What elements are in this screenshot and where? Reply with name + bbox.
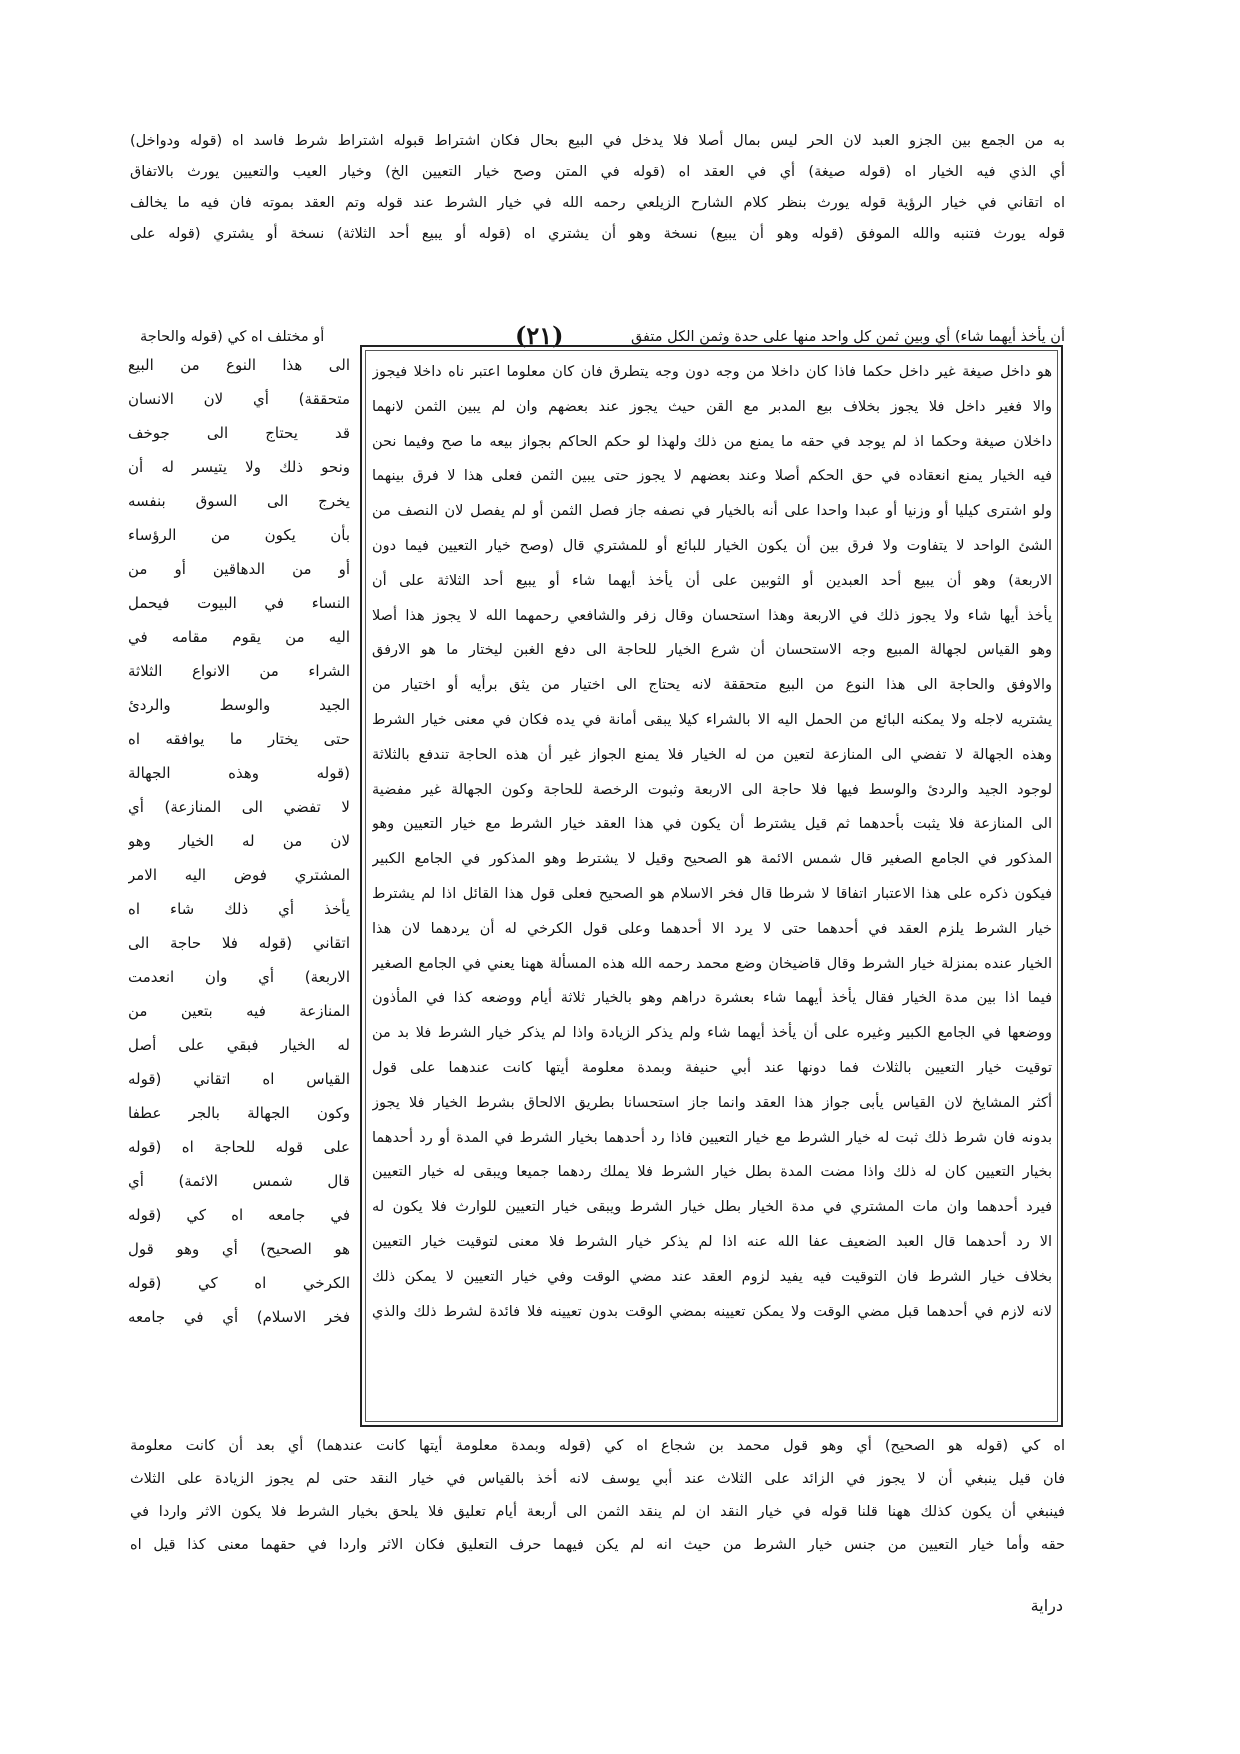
text-line: داخلان صيغة وحكما اذ لم يوجد في حقه ما يمنع من ذلك ولهذا لو حكم الحاكم بجواز بيعه ما صح وفيما نحن [372, 433, 1052, 450]
text-line: الكرخي اه كي (قوله [128, 1274, 350, 1292]
text-line: وهو القياس لجهالة المبيع وجه الاستحسان أن شرع الخيار للحاجة الى دفع الغبن ليختار ما هو الارفق [372, 642, 1052, 659]
text-line: فيه الخيار يمنع انعقاده في حق الحكم أصلا وعند بعضهم لا يجوز حتى يبين الثمن فعلى هذا لا فرق بينهما [372, 468, 1052, 485]
text-line: هو الصحيح) أي وهو قول [128, 1240, 350, 1258]
text-line: الشراء من الانواع الثلاثة [128, 662, 350, 680]
page-number: (٢١) [515, 321, 564, 350]
text-line: لوجود الجيد والردئ والوسط فيها فلا حاجة الى الاربعة وثبوت الرخصة للحاجة وكون الجهالة غير مفضية [372, 781, 1052, 798]
text-line: اتقاني (قوله فلا حاجة الى [128, 934, 350, 952]
text-line: فيما اذا بين مدة الخيار فقال يأخذ أيهما شاء بعشرة دراهم وهو بالخيار ثلاثة أيام ووضعه كذا في المأذون [372, 990, 1052, 1007]
text-line: فيرد أحدهما وان مات المشتري في مدة الخيار بطل خيار الشرط ويبقى خيار التعيين للوارث فلا يكون له [372, 1199, 1052, 1216]
text-line: والا فغير داخل فلا يجوز بخلاف بيع المدبر مع القن حيث يجوز عند بعضهم وان لم يبين الثمن لانهما [372, 398, 1052, 415]
bottom-commentary [130, 1430, 1065, 1562]
text-line: والاوفق والحاجة الى هذا النوع من البيع متحققة لانه يحتاج الى اختيار من يثق برأيه أو اختيار من [372, 677, 1052, 694]
text-line: هو داخل صيغة غير داخل حكما فاذا كان داخلا من وجه دون وجه يتطرق فان كان معلوما اعتبر ناه داخلا فيجوز [372, 364, 1052, 380]
text-line: الا رد أحدهما قال العبد الضعيف عفا الله عنه اذا لم يذكر خيار الشرط فلا معنى لتوقيت خيار التعيين [372, 1233, 1052, 1250]
text-line: (قوله وهذه الجهالة [128, 764, 350, 782]
main-text [372, 355, 1052, 1364]
text-line: الاربعة) أي وان انعدمت [128, 968, 350, 986]
text-line: اه كي (قوله هو الصحيح) أي وهو قول محمد بن شجاع اه كي (قوله وبمدة معلومة أيتها كانت عندهما) أي بعد أن كانت معلومة [130, 1438, 1065, 1454]
text-line: المشتري فوض اليه الامر [128, 866, 350, 884]
text-line: قد يحتاج الى جوخف [128, 424, 350, 442]
text-line: لانه لازم في أحدهما قبل مضي الوقت ولا يمكن تعيينه بمضي الوقت بدون تعيينه فلا فائدة لشرط ذلك والذي [372, 1303, 1052, 1320]
text-line: ووضعها في الجامع الكبير وغيره على أن يأخذ أيهما شاء ولم يذكر الزيادة واذا لم يذكر خيار الشرط فلا بد من [372, 1025, 1052, 1042]
catchword: دراية [1030, 1596, 1063, 1615]
text-line: وكون الجهالة بالجر عطفا [128, 1104, 350, 1122]
text-line: المذكور في الجامع الصغير قال شمس الائمة هو الصحيح وقيل لا يشترط وهو المذكور في الجامع الكبير [372, 851, 1052, 868]
text-line: فان قيل ينبغي أن لا يجوز في الزائد على الثلاث عند أبي يوسف لانه أخذ بالقياس في خيار النقد حتى لم يجوز الزيادة على الثلاث [130, 1471, 1065, 1487]
text-line: القياس اه اتقاني (قوله [128, 1070, 350, 1088]
text-line: يشتريه لاجله ولا يمكنه البائع من الحمل اليه الا بالشراء كيلا يبقى أمانة في يده فكان في معنى خيار الشرط [372, 711, 1052, 728]
text-line: حتى يختار ما يوافقه اه [128, 730, 350, 748]
text-line: فيكون ذكره على هذا الاعتبار اتفاقا لا شرطا قال فخر الاسلام هو الصحيح فعلى قول هذا القائل اذا لم يشترط [372, 885, 1052, 902]
text-line: لا تفضي الى المنازعة) أي [128, 798, 350, 816]
text-line: الى هذا النوع من البيع [128, 356, 350, 374]
folio-right-text: أن يأخذ أيهما شاء) أي وبين ثمن كل واحد منها على حدة وثمن الكل متفق [630, 329, 1065, 345]
text-line: متحققة) أي لان الانسان [128, 390, 350, 408]
text-line: الاربعة) وهو أن يبيع أحد العبدين أو الثوبين على أن يأخذ أيهما شاء أو يبيع أحد الثلاثة على أن [372, 572, 1052, 589]
text-line: لان من له الخيار وهو [128, 832, 350, 850]
text-line: اه اتقاني في خيار الرؤية قوله يورث بنظر كلام الشارح الزيلعي رحمه الله في خيار الشرط عند قوله وتم العقد بموته فان فيه ما يخالف [130, 195, 1065, 211]
text-line: به من الجمع بين الجزو العبد لان الحر ليس بمال أصلا فلا يدخل في البيع بحال فكان اشتراط قبوله اشتراط شرط فاسد اه (قوله ودواخل) [130, 133, 1065, 149]
text-line: فينبغي أن يكون كذلك ههنا قلنا قوله في خيار النقد ان لم ينقد الثمن الى أربعة أيام تعليق فلا يلحق بخيار الشرط فلا يكون الاثر واردا في [130, 1504, 1065, 1520]
text-line: اليه من يقوم مقامه في [128, 628, 350, 646]
text-line: له الخيار فبقي على أصل [128, 1036, 350, 1054]
text-line: المنازعة فيه بتعين من [128, 1002, 350, 1020]
text-line [372, 1329, 1052, 1364]
text-line: خيار الشرط يلزم العقد في أحدهما حتى لا يرد الا أحدهما وعلى قول الكرخي له أن يردهما لان هذا [372, 920, 1052, 937]
text-line: الخيار عنده بمنزلة خيار الشرط وقال قاضيخان وضع محمد رحمه الله هذه المسألة ههنا يعني في الجامع الصغير [372, 955, 1052, 972]
text-line: بأن يكون من الرؤساء [128, 526, 350, 544]
text-line: بخيار التعيين كان له ذلك واذا مضت المدة بطل خيار الشرط فلا يملك ردهما جميعا ويبقى له خيار التعيين [372, 1164, 1052, 1181]
text-line: في جامعه اه كي (قوله [128, 1206, 350, 1224]
text-line: الجيد والوسط والردئ [128, 696, 350, 714]
text-line: أكثر المشايخ لان القياس يأبى جواز هذا العقد وانما جاز استحسانا بطريق الالحاق بشرط الخيار فلا يجوز [372, 1094, 1052, 1111]
text-line: الشئ الواحد لا يتفاوت ولا فرق بين أن يكون الخيار للبائع أو للمشتري قال (وصح خيار التعيين فيما دون [372, 537, 1052, 554]
text-line: الى المنازعة فلا يثبت بأحدهما ثم قيل يشترط أن يكون في هذا العقد خيار الشرط مع خيار التعيين وهو [372, 816, 1052, 833]
text-line: أي الذي فيه الخيار اه (قوله صيغة) أي في العقد اه (قوله في المتن وصح خيار التعيين الخ) وخيار العيب والتعيين يورث بالاتفاق [130, 164, 1065, 180]
text-line: أو من الدهاقين أو من [128, 560, 350, 578]
text-line: يأخذ أي ذلك شاء اه [128, 900, 350, 918]
text-line: قوله يورث فتنبه والله الموفق (قوله وهو أن يبيع) نسخة وهو أن يشتري اه (قوله أو يبيع أحد الثلاثة) نسخة أو يشتري (قوله على [130, 226, 1065, 242]
folio-left-text: أو مختلف اه كي (قوله والحاجة [140, 329, 325, 345]
text-line: بدونه فان شرط ذلك ثبت له خيار الشرط مع خيار التعيين فاذا رد أحدهما بخيار الشرط في المدة أو رد أحدهما [372, 1129, 1052, 1146]
text-line: حقه وأما خيار التعيين من جنس خيار الشرط من حيث انه لم يكن فيهما حرف التعليق فكان الاثر واردا في حقهما معنى كذا قيل اه [130, 1537, 1065, 1553]
text-line: النساء في البيوت فيحمل [128, 594, 350, 612]
text-line: يخرج الى السوق بنفسه [128, 492, 350, 510]
text-line: يأخذ أيها شاء ولا يجوز ذلك في الاربعة وهذا استحسان وقال زفر والشافعي رحمهما الله لا يجوز هذا أصلا [372, 607, 1052, 624]
text-line: فخر الاسلام) أي في جامعه [128, 1308, 350, 1326]
margin-commentary [128, 348, 350, 1334]
text-line: وهذه الجهالة لا تفضي الى المنازعة لتعين من له الخيار فلا يمنع الجواز غير أن هذه الحاجة تندفع بالثلاثة [372, 746, 1052, 763]
text-line: على قوله للحاجة اه (قوله [128, 1138, 350, 1156]
text-line: ولو اشترى كيليا أو وزنيا أو عبدا واحدا على أنه بالخيار في نصفه جاز فصل الثمن أو لم يفصل لان النصف من [372, 503, 1052, 520]
text-line: بخلاف خيار الشرط فان التوقيت فيه يفيد لزوم العقد عند مضي الوقت وفي خيار التعيين لا يمكن ذلك [372, 1268, 1052, 1285]
text-line: قال شمس الائمة) أي [128, 1172, 350, 1190]
top-commentary [130, 126, 1065, 250]
text-line: توقيت خيار التعيين بالثلاث فما دونها عند أبي حنيفة وبمدة معلومة أيتها كانت عندهما على قول [372, 1059, 1052, 1076]
text-line: ونحو ذلك ولا يتيسر له أن [128, 458, 350, 476]
